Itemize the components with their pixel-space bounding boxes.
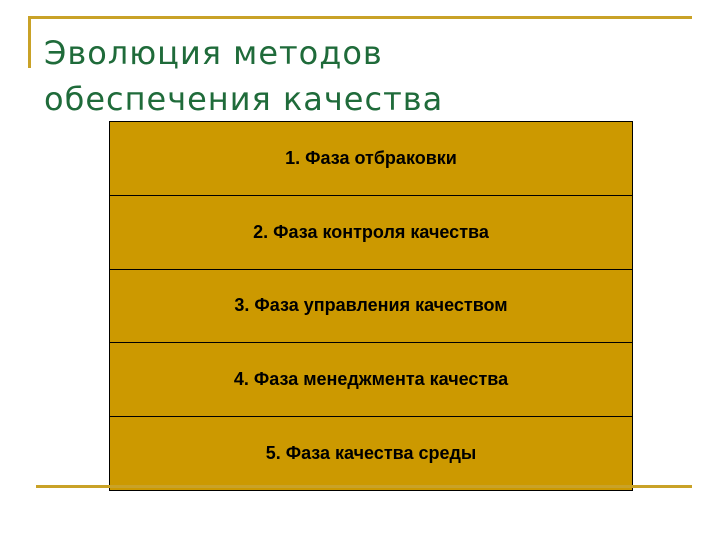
top-rule [28,16,692,19]
phase-row-2 [110,196,632,270]
phase-label: 1. Фаза отбраковки [285,147,457,168]
slide-title-line-2: обеспечения качества [44,80,444,118]
phase-row-4 [110,343,632,417]
phase-label: 2. Фаза контроля качества [253,221,489,242]
phase-row-3 [110,270,632,344]
bottom-rule [36,485,692,488]
slide-title-line-1: Эволюция методов [44,34,383,72]
phase-label: 4. Фаза менеджмента качества [233,369,509,390]
phase-label: 5. Фаза качества среды [265,443,477,464]
slide-title [44,30,644,122]
phase-row-5 [110,417,632,490]
phase-row-1 [110,122,632,196]
left-rule [28,16,31,68]
phases-table [109,121,633,491]
phase-label: 3. Фаза управления качеством [234,295,508,316]
